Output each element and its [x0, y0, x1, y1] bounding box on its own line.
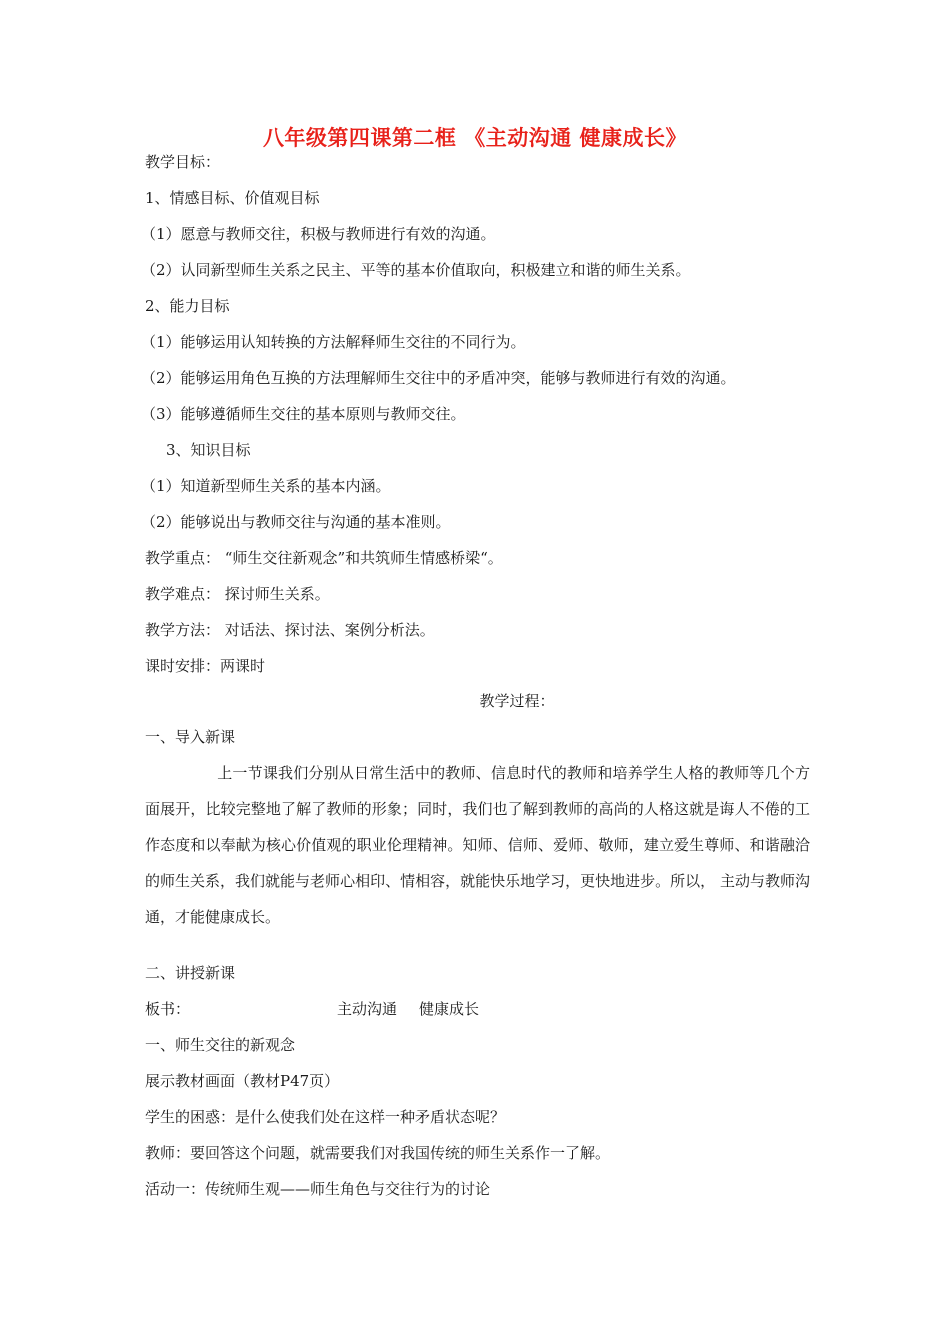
schedule: 课时安排：两课时: [145, 657, 266, 675]
intro-paragraph: [145, 755, 810, 935]
board-line: [145, 999, 479, 1019]
board-title-1: 主动沟通: [337, 1000, 398, 1018]
show-material: 展示教材画面（教材P47页）: [145, 1072, 340, 1090]
intro-heading: 一、导入新课: [145, 728, 236, 746]
process-heading: 教学过程：: [479, 692, 555, 710]
objective-2-item-3: （3）能够遵循师生交往的基本原则与教师交往。: [141, 405, 466, 423]
objective-2: 2、能力目标: [145, 297, 230, 315]
objective-1: 1、情感目标、价值观目标: [145, 189, 320, 207]
section-1-heading: 一、师生交往的新观念: [145, 1036, 296, 1054]
board-label: 板书：: [145, 1000, 191, 1018]
objective-2-item-1: （1）能够运用认知转换的方法解释师生交往的不同行为。: [141, 333, 526, 351]
student-confusion: 学生的困惑：是什么使我们处在这样一种矛盾状态呢？: [145, 1108, 506, 1126]
method: 教学方法： 对话法、探讨法、案例分析法。: [145, 621, 435, 639]
document-title: 八年级第四课第二框 《主动沟通 健康成长》: [262, 126, 688, 150]
objective-2-item-2: （2）能够运用角色互换的方法理解师生交往中的矛盾冲突，能够与教师进行有效的沟通。: [141, 369, 736, 387]
objective-3: 3、知识目标: [166, 441, 251, 459]
board-title-2: 健康成长: [419, 1000, 480, 1018]
teacher-statement: 教师：要回答这个问题，就需要我们对我国传统的师生关系作一了解。: [145, 1144, 611, 1162]
teach-heading: 二、讲授新课: [145, 964, 236, 982]
objective-1-item-1: （1）愿意与教师交往，积极与教师进行有效的沟通。: [141, 225, 496, 243]
difficulty: 教学难点： 探讨师生关系。: [145, 585, 330, 603]
key-point: 教学重点： “师生交往新观念”和共筑师生情感桥梁“。: [145, 549, 503, 567]
activity-1: 活动一：传统师生观——师生角色与交往行为的讨论: [145, 1180, 491, 1198]
intro-paragraph-text: 上一节课我们分别从日常生活中的教师、信息时代的教师和培养学生人格的教师等几个方面展开，比较完整地了解了教师的形象；同时，我们也了解到教师的高尚的人格这就是诲人不倦的工作态度和以奉献为核心价值观的职业伦理精神。知师、信师、爱师、敬师，建立爱生尊师、和谐融洽的师生关系，我们就能与老师心相印、情相容，就能快乐地学习，更快地进步。所以， 主动与教师沟通，才能健康成长。: [145, 764, 810, 926]
objective-1-item-2: （2）认同新型师生关系之民主、平等的基本价值取向，积极建立和谐的师生关系。: [141, 261, 691, 279]
objective-3-item-2: （2）能够说出与教师交往与沟通的基本准则。: [141, 513, 451, 531]
objectives-heading: 教学目标：: [145, 153, 221, 171]
objective-3-item-1: （1）知道新型师生关系的基本内涵。: [141, 477, 391, 495]
